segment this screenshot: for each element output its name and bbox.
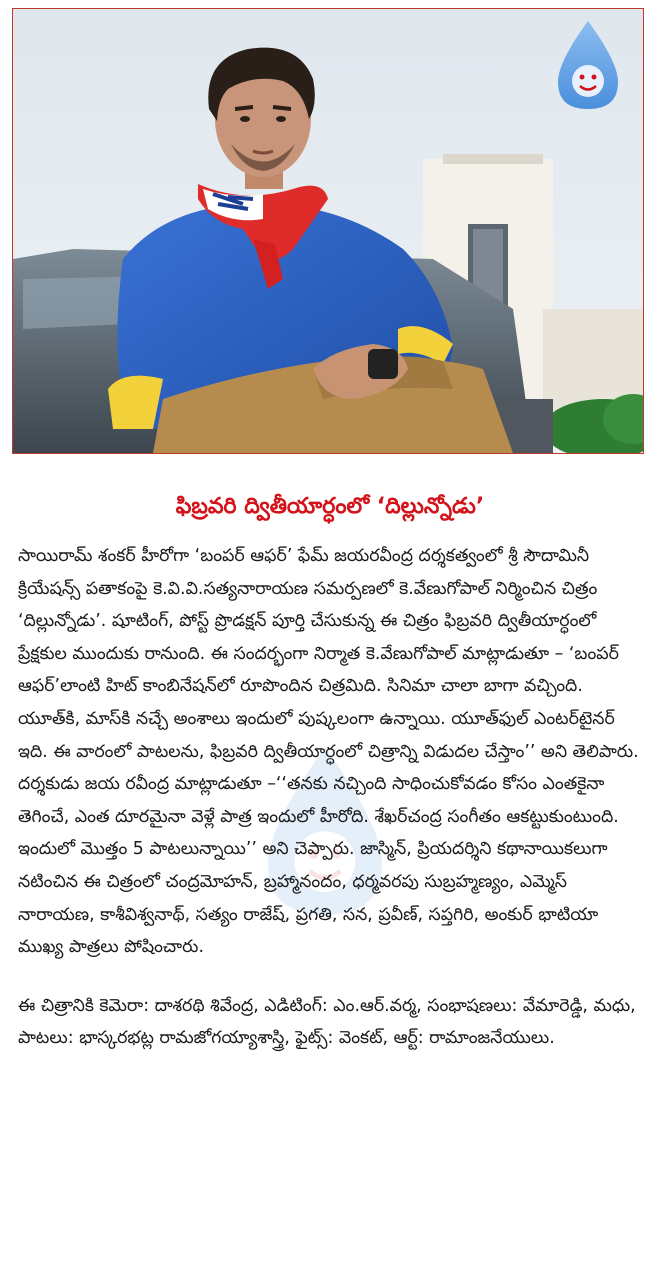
article-body (18, 540, 646, 1055)
water-drop-logo-icon (548, 17, 628, 117)
article-credits: ఈ చిత్రానికి కెమెరా: దాశరథి శివేంద్ర, ఎడిటింగ్: ఎం.ఆర్.వర్మ, సంభాషణలు: వేమారెడ్డి, మధు, పాటలు: భాస్కరభట్ల రామజోగయ్యాశాస్త్రి, ఫైట్స్: వెంకట్, ఆర్ట్: రామాంజనేయులు. (18, 995, 636, 1049)
article-paragraph: సాయిరామ్ శంకర్ హీరోగా ‘బంపర్ ఆఫర్’ ఫేమ్ జయరవీంద్ర దర్శకత్వంలో శ్రీ సౌదామినీ క్రియేషన్స్ పతాకంపై కె.వి.వి.సత్యనారాయణ సమర్పణలో కె.వేణుగోపాల్ నిర్మించిన చిత్రం ‘దిల్లున్నోడు’. షూటింగ్, పోస్ట్ ప్రొడక్షన్ పూర్తి చేసుకున్న ఈ చిత్రం ఫిబ్రవరి ద్వితీయార్ధంలో ప్రేక్షకుల ముందుకు రానుంది. ఈ సందర్భంగా నిర్మాత కె.వేణుగోపాల్ మాట్లాడుతూ – ‘బంపర్ ఆఫర్’లాంటి హిట్ కాంబినేషన్‌లో రూపొందిన చిత్రమిది. సినిమా చాలా బాగా వచ్చింది. యూత్‌కి, మాస్‌కి నచ్చే అంశాలు ఇందులో పుష్కలంగా ఉన్నాయి. యూత్‌ఫుల్ ఎంటర్‌టైనర్ ఇది. ఈ వారంలో పాటలను, ఫిబ్రవరి ద్వితీయార్ధంలో చిత్రాన్ని విడుదల చేస్తాం’’ అని తెలిపారు. దర్శకుడు జయ రవీంద్ర మాట్లాడుతూ –‘‘తనకు నచ్చింది సాధించుకోవడం కోసం ఎంతకైనా తెగించే, ఎంత దూరమైనా వెళ్లే పాత్ర ఇందులో హీరోది. శేఖర్‌చంద్ర సంగీతం ఆకట్టుకుంటుంది. ఇందులో మొత్తం 5 పాటలున్నాయి’’ అని చెప్పారు. జాస్మిన్, ప్రియదర్శిని కథానాయికలుగా నటించిన ఈ చిత్రంలో చంద్రమోహన్, బ్రహ్మానందం, ధర్మవరపు సుబ్రహ్మణ్యం, ఎమ్మెస్ నారాయణ, కాశీవిశ్వనాథ్, సత్యం రాజేష్, ప్రగతి, సన, ప్రవీణ్, సప్తగిరి, అంకుర్ భాటియా ముఖ్య పాత్రలు పోషించారు. (18, 546, 639, 958)
hero-photo (12, 8, 644, 454)
article-headline: ఫిబ్రవరి ద్వితీయార్ధంలో ‘దిల్లున్నోడు’ (175, 494, 485, 519)
